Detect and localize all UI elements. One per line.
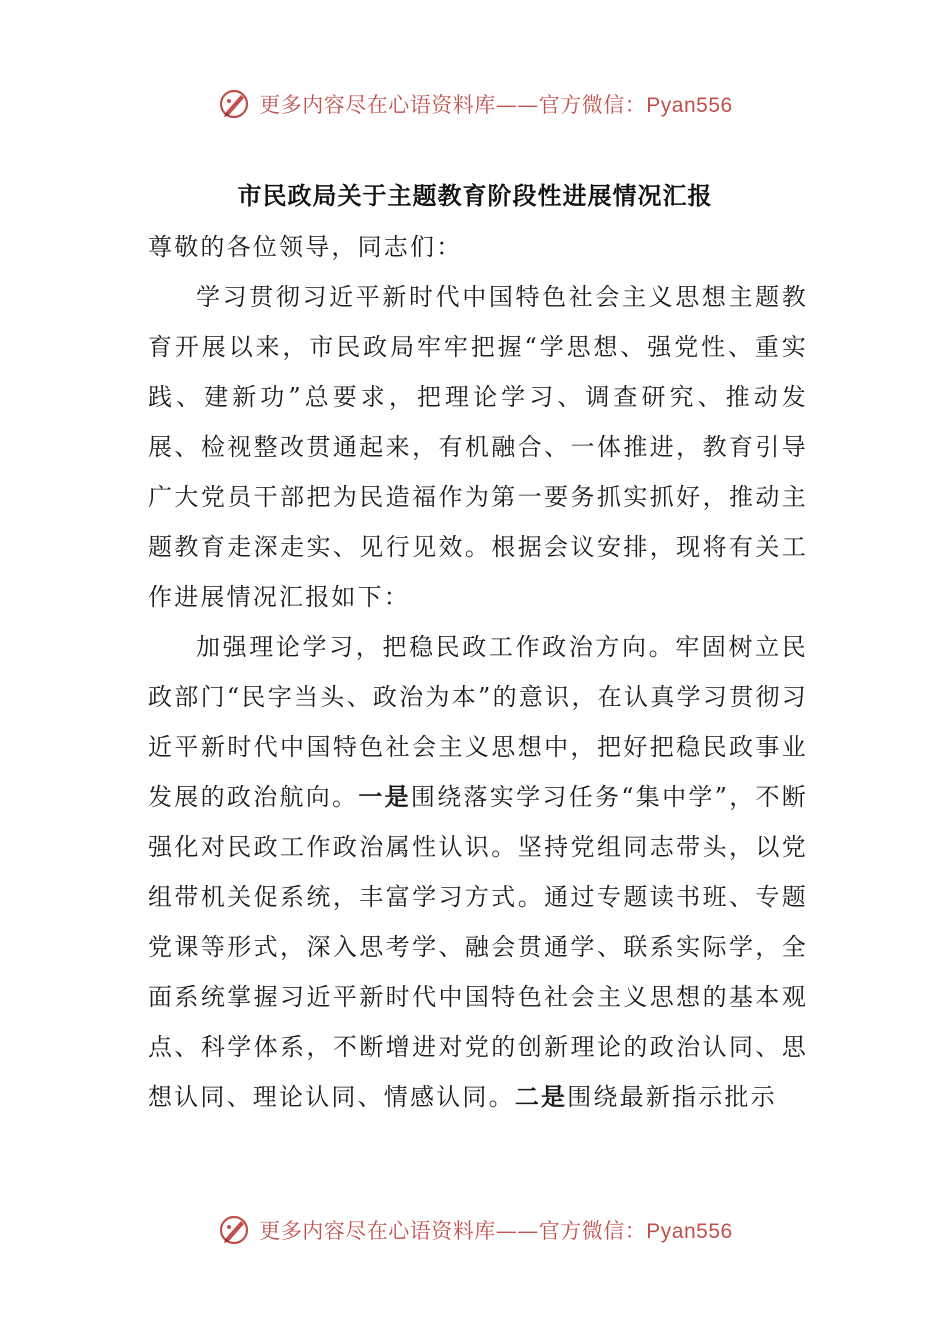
salutation: 尊敬的各位领导，同志们： (148, 233, 463, 261)
document-body (148, 222, 808, 1122)
document-title: 市民政局关于主题教育阶段性进展情况汇报 (237, 182, 713, 210)
footer-watermark (0, 1208, 950, 1252)
watermark-wechat-id: Pyan556 (646, 94, 733, 117)
paragraph-2-part-2: 围绕落实学习任务“集中学”，不断强化对民政工作政治属性认识。坚持党组同志带头，以党组带机关促系统，丰富学习方式。通过专题读书班、专题党课等形式，深入思考学、融会贯通学、联系实际学，全面系统掌握习近平新时代中国特色社会主义思想的基本观点、科学体系，不断增进对党的创新理论的政治认同、思想认同、理论认同、情感认同。 (148, 783, 809, 1111)
paragraph-2-part-1: 加强理论学习，把稳民政工作政治方向。牢固树立民政部门“民字当头、政治为本”的意识，在认真学习贯彻习近平新时代中国特色社会主义思想中，把好把稳民政事业发展的政治航向。 (148, 633, 808, 811)
watermark-text (259, 89, 732, 119)
emphasis-second: 二是 (514, 1083, 568, 1111)
watermark-label: 官方微信： (538, 1219, 647, 1243)
watermark-dash: —— (495, 1219, 539, 1243)
watermark-brand: 更多内容尽在心语资料库 (259, 93, 496, 117)
paragraph-1: 学习贯彻习近平新时代中国特色社会主义思想主题教育开展以来，市民政局牢牢把握“学思想、强党性、重实践、建新功”总要求，把理论学习、调查研究、推动发展、检视整改贯通起来，有机融合、一体推进，教育引导广大党员干部把为民造福作为第一要务抓实抓好，推动主题教育走深走实、见行见效。根据会议安排，现将有关工作进展情况汇报如下： (148, 283, 808, 611)
paragraph-2-part-3: 围绕最新指示批示 (567, 1083, 777, 1111)
pen-circle-logo-icon (217, 1213, 251, 1247)
paragraph-2 (148, 622, 808, 1122)
watermark-text (259, 1215, 732, 1245)
pen-circle-logo-icon (217, 87, 251, 121)
emphasis-first: 一是 (358, 783, 411, 811)
watermark-wechat-id: Pyan556 (646, 1220, 733, 1243)
watermark-dash: —— (495, 93, 539, 117)
header-watermark (0, 82, 950, 126)
watermark-brand: 更多内容尽在心语资料库 (259, 1219, 496, 1243)
watermark-label: 官方微信： (538, 93, 647, 117)
